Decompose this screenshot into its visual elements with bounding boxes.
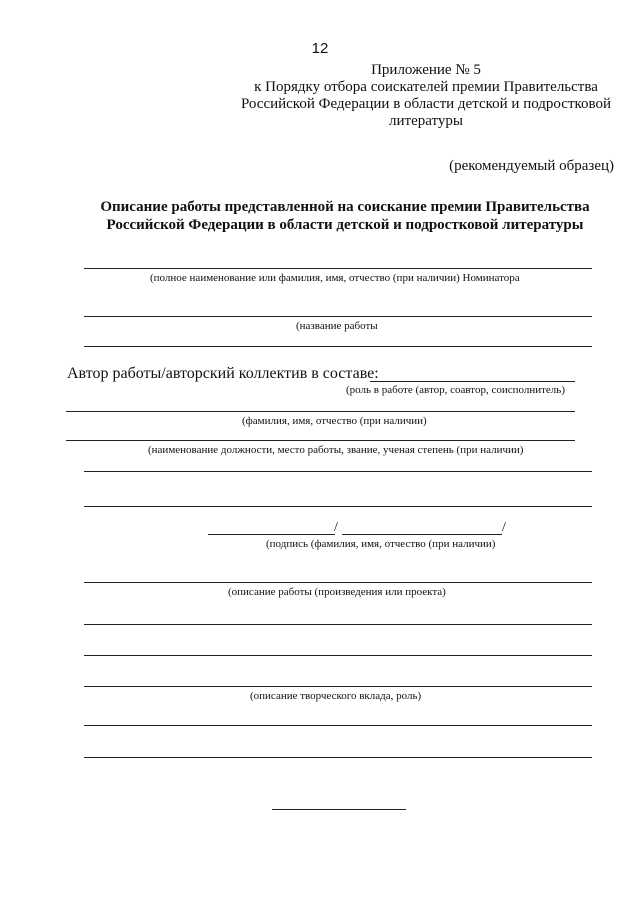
footer-separator [272,809,406,810]
role-caption: (роль в работе (автор, соавтор, соисполнитель) [346,384,565,396]
nominator-caption: (полное наименование или фамилия, имя, отчество (при наличии) Номинатора [150,272,520,284]
nominator-fill-line[interactable] [84,268,592,269]
contribution-fill-line[interactable] [84,686,592,687]
document-title [60,198,630,234]
author-label: Автор работы/авторский коллектив в составе: [67,365,379,382]
position-caption: (наименование должности, место работы, звание, ученая степень (при наличии) [148,444,524,456]
fio-fill-line[interactable] [66,411,575,412]
page-number: 12 [311,40,329,57]
work-description-fill-line[interactable] [84,582,592,583]
appendix-line-1: Приложение № 5 [371,62,481,78]
signature-slash-1: / [334,520,338,535]
author-role-fill-line[interactable] [370,381,575,382]
appendix-line-4: литературы [389,113,463,129]
sample-note: (рекомендуемый образец) [449,158,614,174]
position-fill-line[interactable] [66,440,575,441]
work-description-fill-line-2[interactable] [84,624,592,625]
signature-fill-line[interactable] [208,534,335,535]
appendix-line-2: к Порядку отбора соискателей премии Правительства [254,79,598,95]
appendix-line-3: Российской Федерации в области детской и подростковой [240,96,612,112]
appendix-block [240,62,612,130]
signature-caption: (подпись (фамилия, имя, отчество (при наличии) [266,538,496,550]
document-title-line-2: Российской Федерации в области детской и подростковой литературы [106,217,584,233]
contribution-caption: (описание творческого вклада, роль) [250,690,422,702]
fio-caption: (фамилия, имя, отчество (при наличии) [242,415,427,427]
signature-name-fill-line[interactable] [342,534,502,535]
signature-slash-2: / [502,520,506,535]
work-description-caption: (описание работы (произведения или проекта) [228,586,446,598]
contribution-fill-line-3[interactable] [84,757,592,758]
contribution-fill-line-2[interactable] [84,725,592,726]
work-title-caption: (название работы [296,320,378,332]
work-description-fill-line-3[interactable] [84,655,592,656]
position-fill-line-3[interactable] [84,506,592,507]
work-title-fill-line[interactable] [84,316,592,317]
work-title-fill-line-2[interactable] [84,346,592,347]
document-title-line-1: Описание работы представленной на соискание премии Правительства [100,199,590,215]
position-fill-line-2[interactable] [84,471,592,472]
